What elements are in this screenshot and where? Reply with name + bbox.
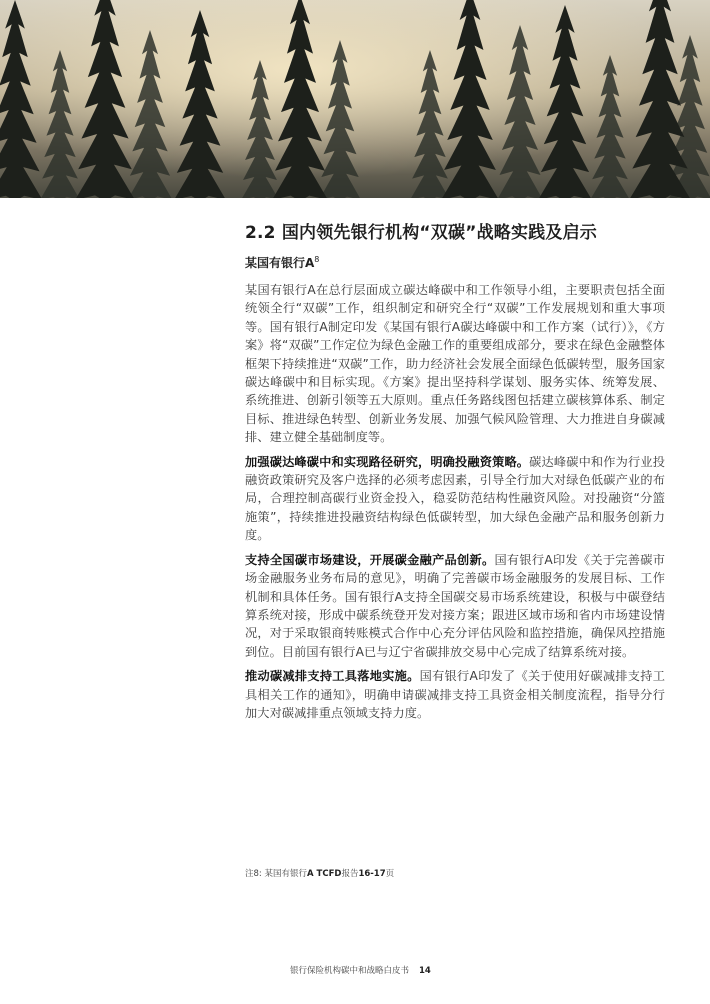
forest-illustration xyxy=(0,0,710,198)
footnote xyxy=(245,867,394,879)
footnote-pages: 16-17 xyxy=(358,869,386,879)
footnote-label: 注8: xyxy=(245,869,262,879)
footnote-text-2: 报告 xyxy=(341,869,359,879)
paragraph-lead: 支持全国碳市场建设，开展碳金融产品创新。 xyxy=(245,552,495,567)
paragraph-text: 国有银行A印发《关于完善碳市场金融服务业务布局的意见》，明确了完善碳市场金融服务的发展目标、工作机制和具体任务。国有银行A支持全国碳交易市场系统建设，积极与中碳登结算系统对接，形成中碳系统登开发对接方案；跟进区域市场和省内市场建设情况，对于采取银商转账模式合作中心充分评估风险和监控措施，确保风控措施到位。目前国有银行A已与辽宁省碳排放交易中心完成了结算系统对接。 xyxy=(245,552,666,659)
paragraph-lead: 加强碳达峰碳中和实现路径研究，明确投融资策略。 xyxy=(245,454,530,469)
paragraph-text: 国有银行A印发了《关于使用好碳减排支持工具相关工作的通知》，明确申请碳减排支持工具资金相关制度流程，指导分行加大对碳减排重点领域支持力度。 xyxy=(245,669,665,720)
paragraph-4 xyxy=(245,667,665,722)
paragraph-text: 某国有银行A在总行层面成立碳达峰碳中和工作领导小组，主要职责包括全面统领全行“双碳”工作，组织制定和研究全行“双碳”工作发展规划和重大事项等。国有银行A制定印发《某国有银行A碳达峰碳中和工作方案（试行）》，《方案》将“双碳”工作定位为绿色金融工作的重要组成部分，要求在绿色金融整体框架下持续推进“双碳”工作，助力经济社会发展全面绿色低碳转型，服务国家碳达峰碳中和目标实现。《方案》提出坚持科学谋划、服务实体、统筹发展、系统推进、创新引领等五大原则。重点任务路线图包括建立碳核算体系、制定目标、推进绿色转型、创新业务发展、加强气候风险管理、大力推进自身碳减排、建立健全基础制度等。 xyxy=(245,283,665,445)
paragraph-1 xyxy=(245,281,665,447)
main-content xyxy=(245,222,665,728)
subtitle-text: 某国有银行A xyxy=(245,256,315,270)
footnote-text: 某国有银行 xyxy=(264,869,307,879)
paragraph-text: 碳达峰碳中和作为行业投融资政策研究及客户选择的必须考虑因素，引导全行加大对绿色低碳产业的布局，合理控制高碳行业资金投入，稳妥防范结构性融资风险。对投融资“分篮施策”，持续推进投融资结构绿色低碳转型，加大绿色金融产品和服务创新力度。 xyxy=(245,454,665,543)
footnote-marker: 8 xyxy=(314,255,320,264)
footer-title: 银行保险机构碳中和战略白皮书 xyxy=(290,966,410,976)
hero-forest-image xyxy=(0,0,710,198)
footnote-bold: A TCFD xyxy=(307,869,342,879)
section-subtitle xyxy=(245,252,665,271)
page-footer xyxy=(290,964,431,976)
paragraph-3 xyxy=(245,551,665,661)
section-title: 2.2 国内领先银行机构“双碳”战略实践及启示 xyxy=(245,223,597,243)
paragraph-lead: 推动碳减排支持工具落地实施。 xyxy=(245,669,420,684)
paragraph-2 xyxy=(245,453,665,545)
page-number: 14 xyxy=(419,966,431,976)
footnote-text-3: 页 xyxy=(385,869,395,879)
